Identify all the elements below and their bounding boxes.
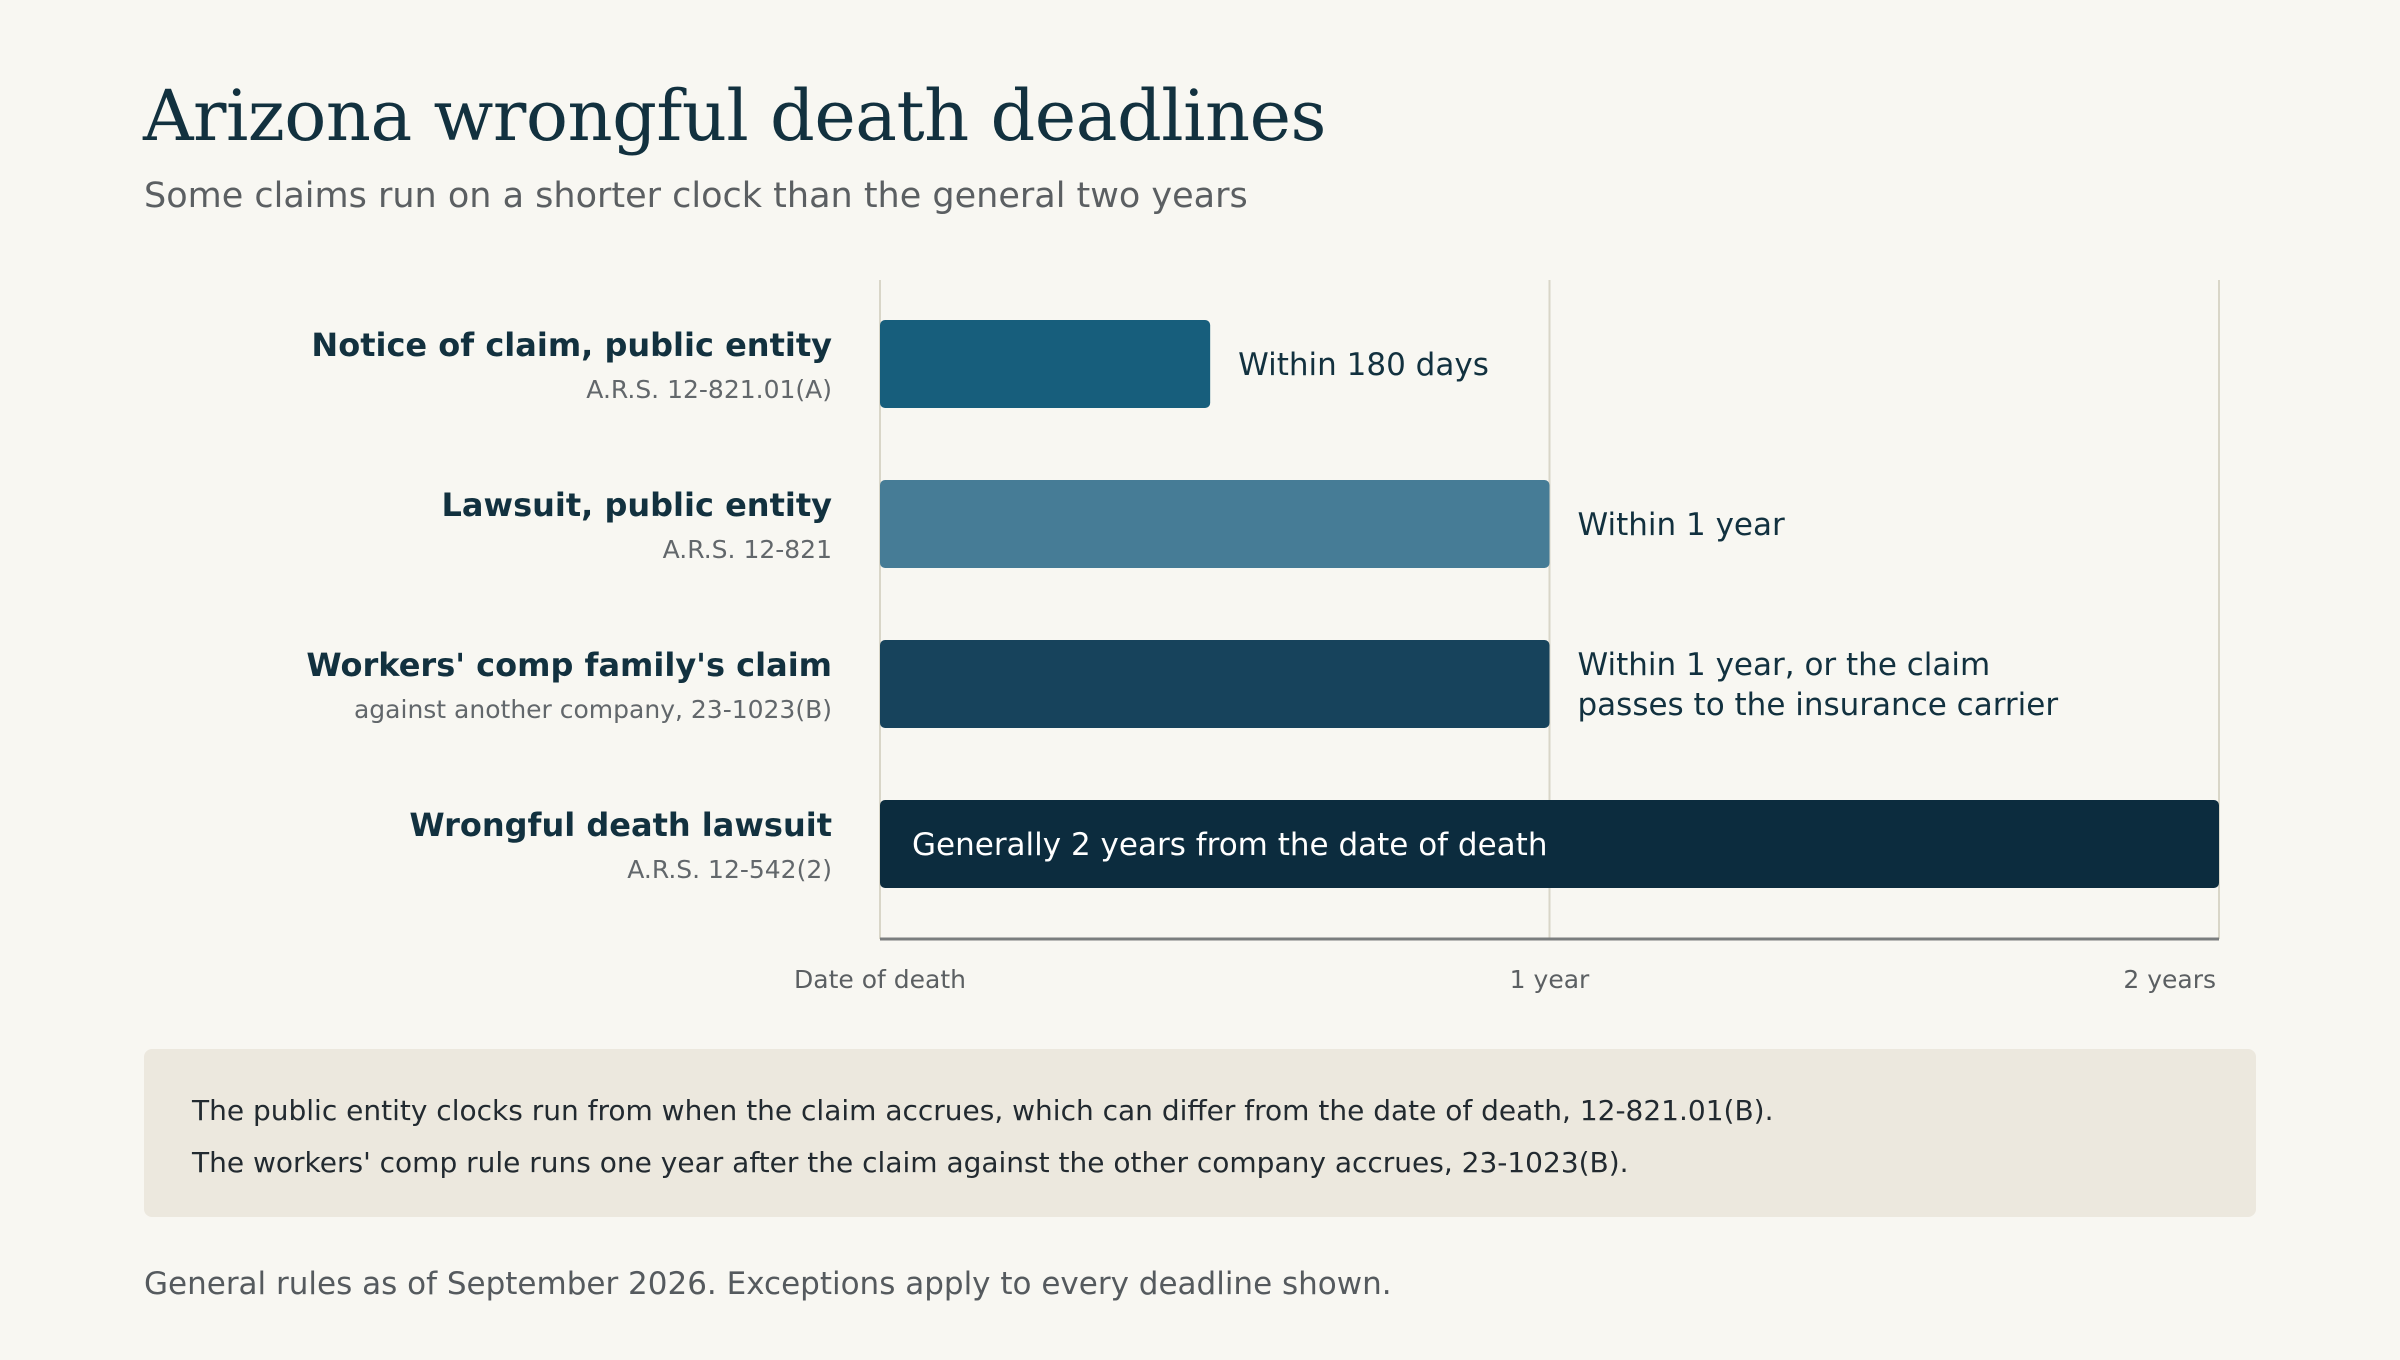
bar xyxy=(880,640,1550,728)
data-label: Within 180 days xyxy=(1238,347,1489,383)
page-subtitle: Some claims run on a shorter clock than the general two years xyxy=(144,176,1248,216)
data-label: Within 1 year xyxy=(1577,507,1785,543)
notes-box xyxy=(144,1049,2256,1217)
footer-note: General rules as of September 2026. Exceptions apply to every deadline shown. xyxy=(144,1266,1392,1302)
bar xyxy=(880,480,1550,568)
category-sublabel: A.R.S. 12-821 xyxy=(662,535,832,564)
x-tick-label: 1 year xyxy=(1509,965,1590,994)
x-tick-label: Date of death xyxy=(794,965,966,994)
category-label: Notice of claim, public entity xyxy=(311,326,832,364)
note-line: The public entity clocks run from when the claim accrues, which can differ from the date of death, 12-821.01(B). xyxy=(192,1094,1774,1127)
data-label: passes to the insurance carrier xyxy=(1577,687,2059,723)
category-label: Lawsuit, public entity xyxy=(441,486,832,524)
note-line: The workers' comp rule runs one year after the claim against the other company accrues, 23-1023(B). xyxy=(192,1146,1629,1179)
data-label: Within 1 year, or the claim xyxy=(1577,647,1991,683)
category-sublabel: A.R.S. 12-821.01(A) xyxy=(586,375,832,404)
page-title: Arizona wrongful death deadlines xyxy=(143,75,1326,157)
data-label: Generally 2 years from the date of death xyxy=(912,827,1548,863)
x-tick-label: 2 years xyxy=(2123,965,2216,994)
category-sublabel: against another company, 23-1023(B) xyxy=(353,695,832,724)
category-sublabel: A.R.S. 12-542(2) xyxy=(627,855,832,884)
category-label: Wrongful death lawsuit xyxy=(409,806,832,844)
bar xyxy=(880,320,1210,408)
category-label: Workers' comp family's claim xyxy=(306,646,832,684)
